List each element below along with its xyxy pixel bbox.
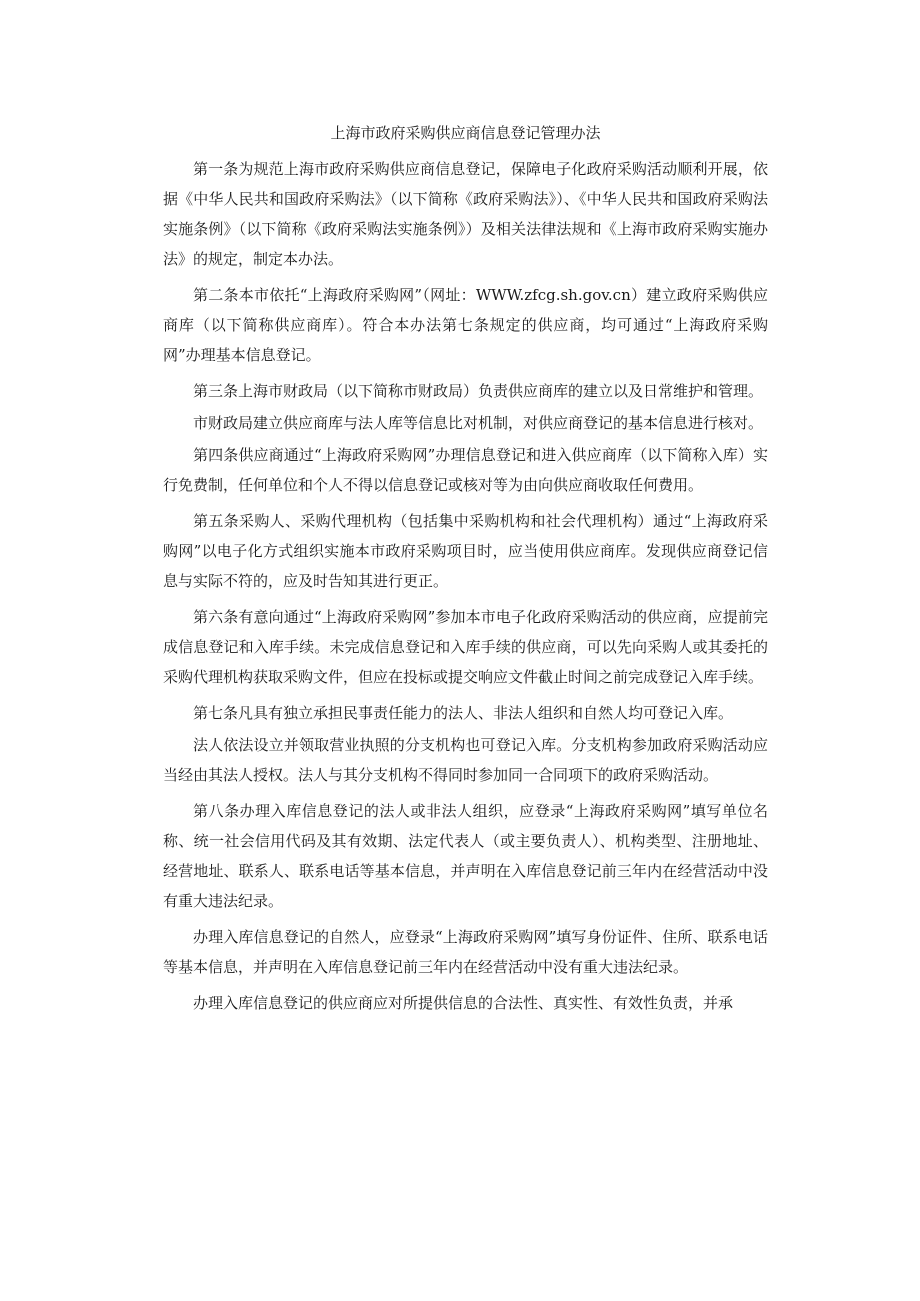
paragraph-article-7-cont: 法人依法设立并领取营业执照的分支机构也可登记入库。分支机构参加政府采购活动应当经由其法人授权。法人与其分支机构不得同时参加同一合同项下的政府采购活动。 [163,736,768,784]
paragraph-article-8: 第八条办理入库信息登记的法人或非法人组织，应登录“上海政府采购网”填写单位名称、统一社会信用代码及其有效期、法定代表人（或主要负责人）、机构类型、注册地址、经营地址、联系人、联系电话等基本信息，并声明在入库信息登记前三年内在经营活动中没有重大违法纪录。 [163,802,768,910]
paragraph-article-3-cont: 市财政局建立供应商库与法人库等信息比对机制，对供应商登记的基本信息进行核对。 [193,414,764,432]
paragraph-article-3: 第三条上海市财政局（以下简称市财政局）负责供应商库的建立以及日常维护和管理。 [193,382,764,400]
paragraph-article-2: 第二条本市依托“上海政府采购网”（网址：WWW.zfcg.sh.gov.cn）建立政府采购供应商库（以下简称供应商库）。符合本办法第七条规定的供应商，均可通过“上海政府采购网”办理基本信息登记。 [163,286,768,364]
paragraph-article-7: 第七条凡具有独立承担民事责任能力的法人、非法人组织和自然人均可登记入库。 [193,704,734,722]
paragraph-article-8-responsibility: 办理入库信息登记的供应商应对所提供信息的合法性、真实性、有效性负责，并承 [193,994,734,1012]
paragraph-article-1: 第一条为规范上海市政府采购供应商信息登记，保障电子化政府采购活动顺利开展，依据《中华人民共和国政府采购法》（以下简称《政府采购法》）、《中华人民共和国政府采购法实施条例》（以下简称《政府采购法实施条例》）及相关法律法规和《上海市政府采购实施办法》的规定，制定本办法。 [163,160,768,268]
document-body [163,118,768,1024]
paragraph-article-5: 第五条采购人、采购代理机构（包括集中采购机构和社会代理机构）通过“上海政府采购网”以电子化方式组织实施本市政府采购项目时，应当使用供应商库。发现供应商登记信息与实际不符的，应及时告知其进行更正。 [163,512,768,590]
paragraph-article-6: 第六条有意向通过“上海政府采购网”参加本市电子化政府采购活动的供应商，应提前完成信息登记和入库手续。未完成信息登记和入库手续的供应商，可以先向采购人或其委托的采购代理机构获取采购文件，但应在投标或提交响应文件截止时间之前完成登记入库手续。 [163,608,768,686]
paragraph-article-8-natural-person: 办理入库信息登记的自然人，应登录“上海政府采购网”填写身份证件、住所、联系电话等基本信息，并声明在入库信息登记前三年内在经营活动中没有重大违法纪录。 [163,928,768,976]
paragraph-article-4: 第四条供应商通过“上海政府采购网”办理信息登记和进入供应商库（以下简称入库）实行免费制，任何单位和个人不得以信息登记或核对等为由向供应商收取任何费用。 [163,446,768,494]
document-title: 上海市政府采购供应商信息登记管理办法 [330,124,601,142]
